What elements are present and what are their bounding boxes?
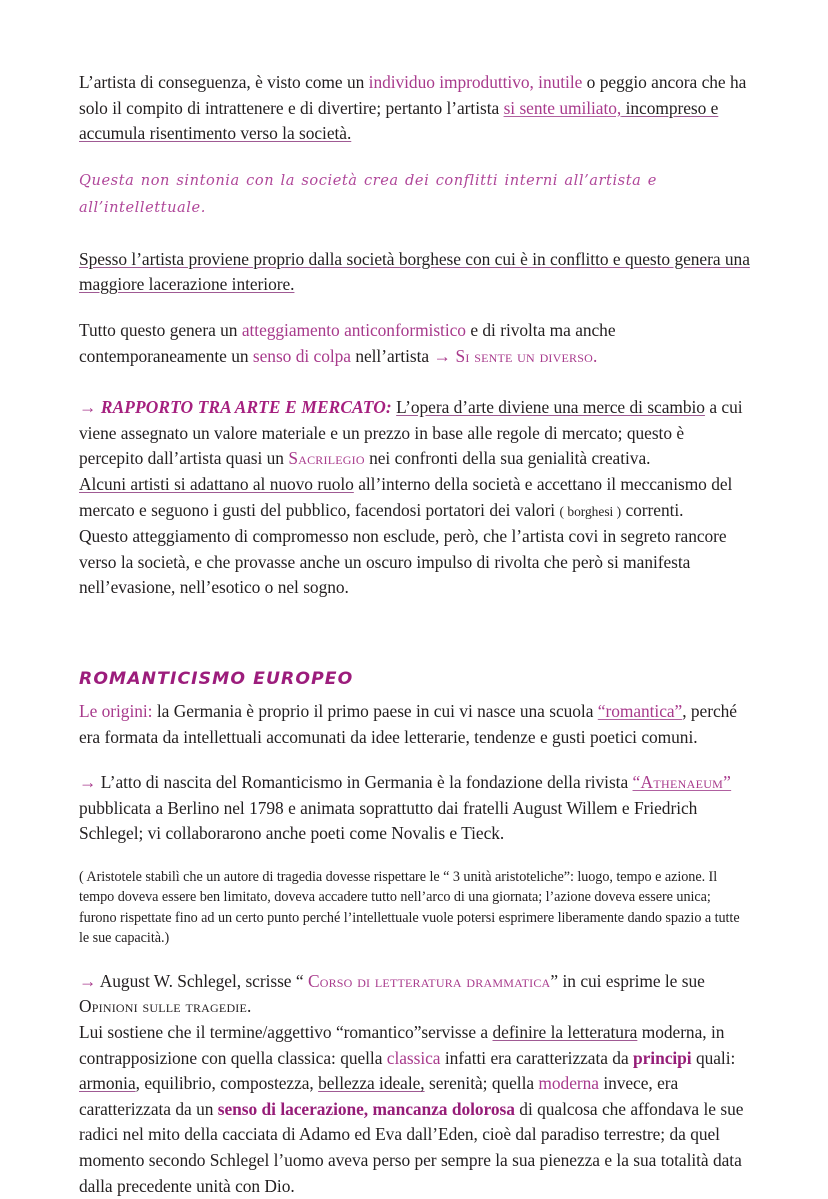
highlight-senso-di-lacerazione: senso di lacerazione, mancanza dolorosa (217, 1098, 515, 1119)
arrow-icon: → (79, 397, 97, 418)
paragraph-artisti-adattati (79, 472, 751, 524)
note-aristotele: ( Aristotele stabilì che un autore di tragedia dovesse rispettare le “ 3 unità aristoteliche”: luogo, tempo e azione. Il tempo doveva essere ben limitato, doveva accadere tutto nell’arco di una giornata; l’azione doveva essere unica; furono rispettate fino ad un certo punto perché l’intellettuale vuole potersi esprimere liberamente dando spazio a tutte le sue capacità.) (79, 868, 740, 947)
text-run: correnti. (621, 499, 684, 520)
text-run: a cui viene assegnato un valore materiale e un prezzo in base alle regole di mercato; questo è percepito dall’artista quasi un (79, 397, 743, 469)
highlight-le-origini: Le origini: (79, 700, 153, 721)
text-run: moderna, in contrapposizione con quella classica: quella (79, 1022, 725, 1068)
text-run: infatti era caratterizzata da (440, 1047, 634, 1068)
spacer (79, 949, 751, 969)
smallcaps-opinioni-sulle-tragedie: Opinioni sulle tragedie. (79, 996, 252, 1017)
text-run: pubblicata a Berlino nel 1798 e animata soprattutto dai fratelli August Willem e Friedrich Schlegel; vi collaborarono anche poeti come Novalis e Tieck. (79, 797, 698, 844)
spacer (79, 691, 751, 699)
text-run: nei confronti della sua genialità creativa. (364, 448, 651, 469)
highlight-atteggiamento-anticonformistico: atteggiamento anticonformistico (241, 319, 466, 340)
underline-alcuni-artisti-si-adattano: Alcuni artisti si adattano al nuovo ruolo (79, 473, 354, 494)
highlight-classica: classica (386, 1047, 441, 1068)
text-run: di qualcosa che affondava le sue radici nel mito della cacciata di Adamo ed Eva dall’Eden, cioè dal paradiso terrestre; da quel momento secondo Schlegel l’uomo aveva perso per sempre la sua pienezza e la sua totalità data dalla precedente unità con Dio. (79, 1098, 744, 1196)
smallcaps-corso-letteratura-drammatica: Corso di letteratura drammatica (307, 970, 551, 991)
spacer (79, 298, 751, 318)
text-run: o peggio ancora che ha solo il compito di intrattenere e di divertire; pertanto l’artista (79, 72, 747, 118)
text-run: , equilibrio, compostezza, (135, 1073, 319, 1094)
text-run: serenità; quella (424, 1073, 539, 1094)
paragraph-corso-letteratura-drammatica (79, 969, 751, 1020)
parenthetical-borghesi: ( borghesi ) (559, 503, 622, 519)
paragraph-compromesso: Questo atteggiamento di compromesso non esclude, però, che l’artista covi in segreto rancore verso la società, e che provasse anche un oscuro impulso di rivolta che però si manifesta nell’evasione, nell’esotico o nel sogno. (79, 526, 727, 598)
text-run: all’interno della società e accettano il meccanismo del mercato e seguono i gusti del pubblico, facendosi portatori dei valori (79, 473, 733, 520)
underline-incompreso-risentimento: incompreso e accumula risentimento verso la società. (79, 97, 719, 144)
highlight-si-sente-umiliato: si sente umiliato, (503, 97, 622, 118)
text-run: invece, era caratterizzata da un (79, 1073, 679, 1119)
text-run: la Germania è proprio il primo paese in cui vi nasce una scuola (152, 700, 598, 721)
spacer (79, 601, 751, 667)
paragraph-rapporto-arte-mercato (79, 395, 751, 472)
document-body (79, 70, 751, 1199)
text-run: , perché era formata da intellettuali accomunati da idee letterarie, tendenze e gusti poetici comuni. (79, 700, 737, 747)
arrow-icon: → (433, 345, 451, 366)
underline-opera-merce-di-scambio: L’opera d’arte diviene una merce di scambio (396, 397, 705, 418)
spacer (79, 750, 751, 770)
paragraph-le-origini (79, 699, 751, 750)
paragraph-athenaeum (79, 770, 751, 847)
spacer (79, 221, 751, 247)
smallcaps-sacrilegio: Sacrilegio (288, 448, 365, 469)
handwritten-note: Questa non sintonia con la società crea dei conflitti interni all’artista e all’intellettuale. (79, 171, 657, 216)
text-run: e di rivolta ma anche contemporaneamente un (79, 319, 616, 366)
arrow-icon: → (79, 772, 97, 793)
underline-definire-la-letteratura: definire la letteratura (492, 1022, 638, 1043)
arrow-icon: → (79, 970, 97, 991)
paragraph-anticonformismo (79, 318, 751, 369)
highlight-moderna: moderna (538, 1073, 599, 1094)
spacer (79, 369, 751, 395)
page-title: ROMANTICISMO EUROPEO (79, 668, 354, 689)
spacer (79, 847, 751, 867)
label-rapporto-arte-mercato: RAPPORTO TRA ARTE E MERCATO: (96, 397, 392, 418)
paragraph-societa-borghese: Spesso l’artista proviene proprio dalla società borghese con cui è in conflitto e questo genera una maggiore lacerazione interiore. (79, 248, 750, 295)
paragraph-classica-moderna (79, 1020, 751, 1199)
spacer (79, 147, 751, 167)
smallcaps-si-sente-un-diverso: Si sente un diverso. (450, 345, 598, 366)
text-run: L’atto di nascita del Romanticismo in Germania è la fondazione della rivista (96, 772, 633, 793)
highlight-senso-di-colpa: senso di colpa (252, 345, 351, 366)
highlight-principi: principi (633, 1047, 692, 1068)
text-run: Tutto questo genera un (79, 319, 242, 340)
smallcaps-athenaeum: “Athenaeum” (632, 772, 732, 793)
underline-bellezza-ideale: bellezza ideale, (318, 1073, 425, 1094)
text-run: ” in cui esprime le sue (550, 970, 705, 991)
text-run: Lui sostiene che il termine/aggettivo “romantico”servisse a (79, 1022, 493, 1043)
text-run: nell’artista (350, 345, 434, 366)
text-run: August W. Schlegel, scrisse “ (96, 970, 308, 991)
text-run: quali: (691, 1047, 736, 1068)
underline-armonia: armonia (79, 1073, 136, 1094)
highlight-individuo-improduttivo: individuo improduttivo, inutile (368, 72, 583, 92)
text-run: L’artista di conseguenza, è visto come un (79, 72, 369, 92)
paragraph-artista-improduttivo (79, 70, 751, 147)
highlight-romantica: “romantica” (597, 700, 683, 721)
